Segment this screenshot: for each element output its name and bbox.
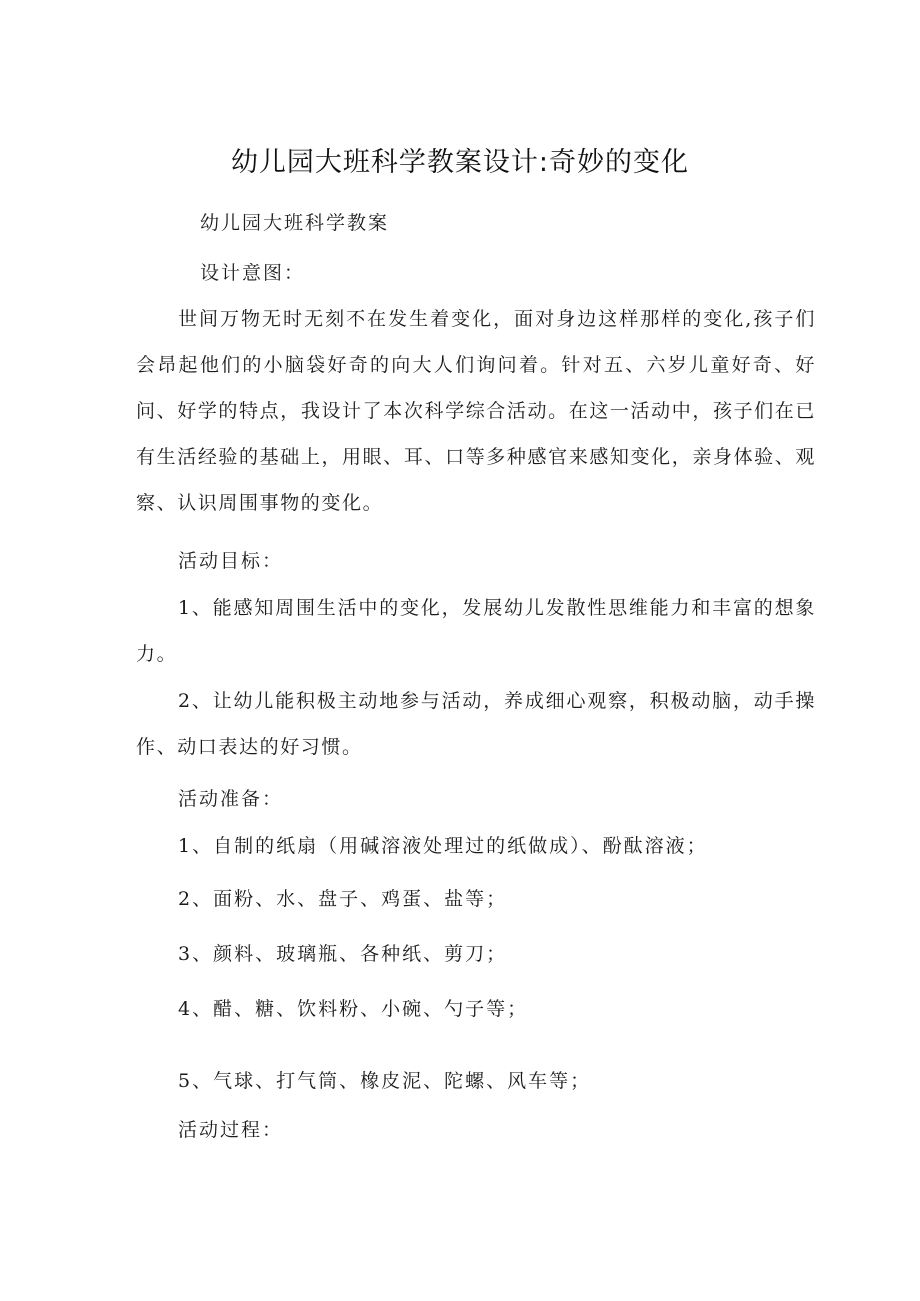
prep-item-4: 4、醋、糖、饮料粉、小碗、勺子等；: [178, 998, 529, 1020]
process-heading: 活动过程：: [178, 1119, 284, 1141]
goal-item-1: 1、能感知周围生活中的变化，发展幼儿发散性思维能力和丰富的想象力。: [136, 597, 816, 665]
design-intent-paragraph: 世间万物无时无刻不在发生着变化，面对身边这样那样的变化,孩子们会昂起他们的小脑袋好奇的向大人们询问着。针对五、六岁儿童好奇、好问、好学的特点，我设计了本次科学综合活动。在这一活动中，孩子们在已有生活经验的基础上，用眼、耳、口等多种感官来感知变化，亲身体验、观察、认识周围事物的变化。: [136, 308, 816, 514]
prep-item-2: 2、面粉、水、盘子、鸡蛋、盐等；: [178, 888, 508, 910]
prep-item-3: 3、颜料、玻璃瓶、各种纸、剪刀；: [178, 943, 508, 965]
prep-item-1: 1、自制的纸扇（用碱溶液处理过的纸做成）、酚酞溶液；: [178, 835, 708, 857]
subtitle: 幼儿园大班科学教案: [200, 212, 390, 234]
goal-item-2: 2、让幼儿能积极主动地参与活动，养成细心观察，积极动脑，动手操作、动口表达的好习惯。: [136, 690, 816, 758]
prep-item-5: 5、气球、打气筒、橡皮泥、陀螺、风车等；: [178, 1070, 592, 1092]
document-title: 幼儿园大班科学教案设计:奇妙的变化: [230, 147, 690, 178]
goals-heading: 活动目标：: [178, 550, 284, 572]
prep-heading: 活动准备：: [178, 788, 284, 810]
design-intent-heading: 设计意图：: [200, 262, 306, 284]
